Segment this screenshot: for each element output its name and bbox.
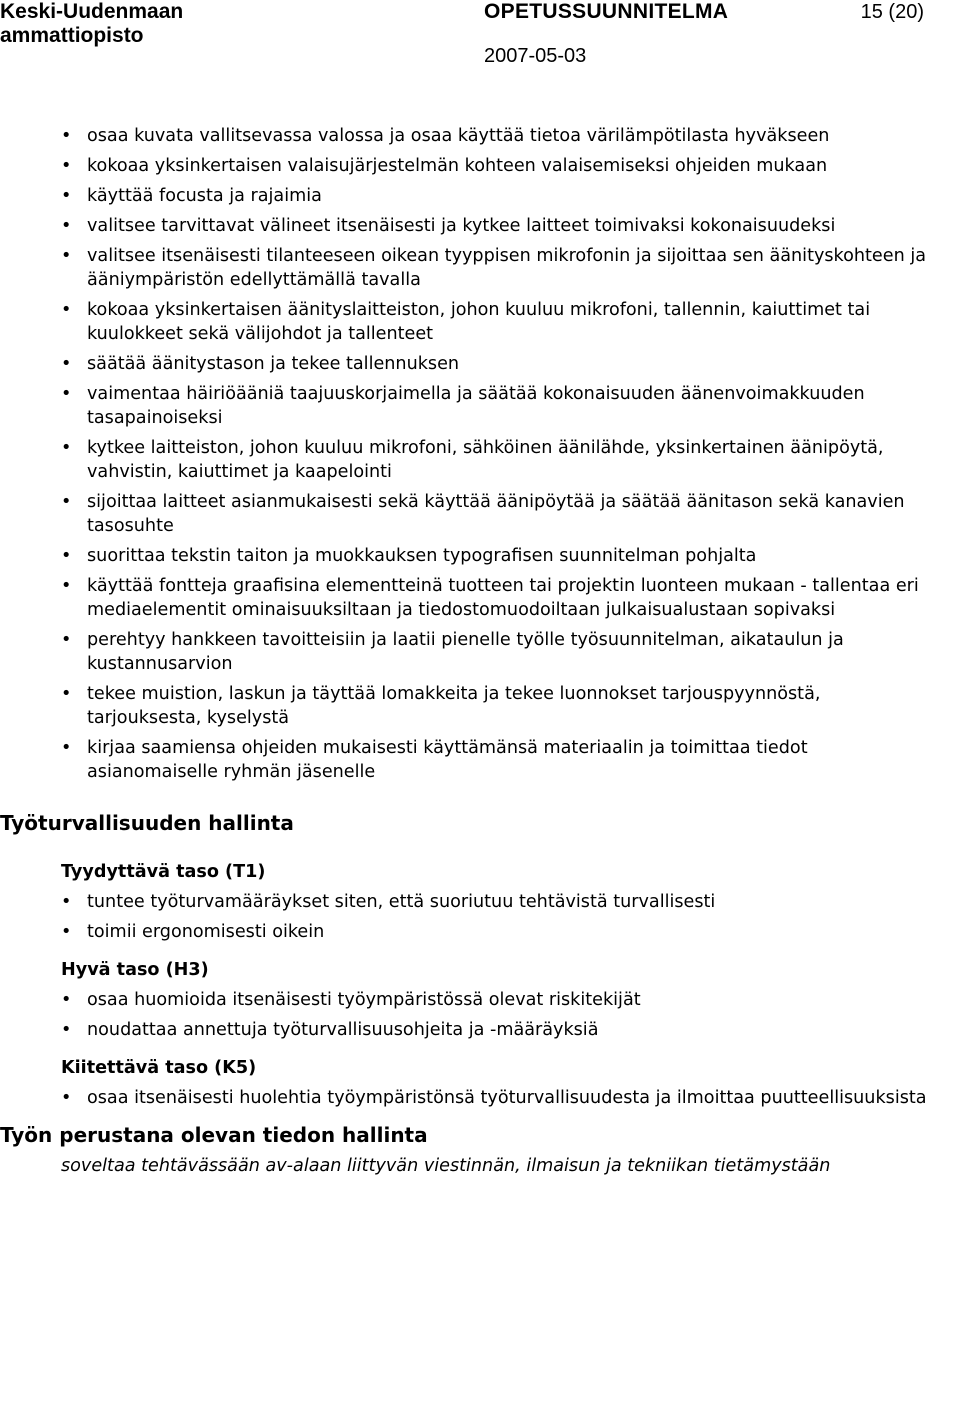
k5-list — [0, 1086, 960, 1110]
list-item: • kokoaa yksinkertaisen äänityslaitteiston, johon kuuluu mikrofoni, tallennin, kaiuttimet tai kuulokkeet sekä välijohdot ja tallenteet — [0, 298, 960, 346]
document-date: 2007-05-03 — [484, 45, 587, 67]
list-item: • vaimentaa häiriöääniä taajuuskorjaimella ja säätää kokonaisuuden äänenvoimakkuuden tasapainoiseksi — [0, 382, 960, 430]
list-item: • suorittaa tekstin taiton ja muokkauksen typografisen suunnitelman pohjalta — [0, 544, 960, 568]
document-title: OPETUSSUUNNITELMA — [484, 0, 729, 23]
organization-name-line1: Keski-Uudenmaan — [0, 0, 184, 23]
h3-list — [0, 988, 960, 1042]
list-item: • säätää äänitystason ja tekee tallennuksen — [0, 352, 960, 376]
section-heading-knowledge: Työn perustana olevan tiedon hallinta — [0, 1123, 428, 1147]
list-item: • sijoittaa laitteet asianmukaisesti sekä käyttää äänipöytää ja säätää äänitason sekä kanavien tasosuhte — [0, 490, 960, 538]
list-item: • tuntee työturvamääräykset siten, että suoriutuu tehtävistä turvallisesti — [0, 890, 960, 914]
organization-name — [0, 0, 183, 48]
level-heading-t1: Tyydyttävä taso (T1) — [61, 862, 266, 882]
organization-name-line2: ammattiopisto — [0, 24, 144, 47]
list-item: • osaa huomioida itsenäisesti työympäristössä olevat riskitekijät — [0, 988, 960, 1012]
section-heading-safety: Työturvallisuuden hallinta — [0, 811, 294, 835]
page-number: 15 (20) — [860, 1, 924, 23]
list-item: • kirjaa saamiensa ohjeiden mukaisesti käyttämänsä materiaalin ja toimittaa tiedot asianomaiselle ryhmän jäsenelle — [0, 736, 960, 784]
list-item: • valitsee itsenäisesti tilanteeseen oikean tyyppisen mikrofonin ja sijoittaa sen äänityskohteen ja ääniympäristön edellyttämällä tavalla — [0, 244, 960, 292]
page-header — [0, 0, 960, 82]
document-body — [0, 120, 960, 1178]
list-item: • kokoaa yksinkertaisen valaisujärjestelmän kohteen valaisemiseksi ohjeiden mukaan — [0, 154, 960, 178]
list-item: • noudattaa annettuja työturvallisuusohjeita ja -määräyksiä — [0, 1018, 960, 1042]
list-item: • kytkee laitteiston, johon kuuluu mikrofoni, sähköinen äänilähde, yksinkertainen äänipöytä, vahvistin, kaiuttimet ja kaapelointi — [0, 436, 960, 484]
knowledge-text: soveltaa tehtävässään av-alaan liittyvän viestinnän, ilmaisun ja tekniikan tietämystään — [61, 1156, 831, 1176]
list-item: • perehtyy hankkeen tavoitteisiin ja laatii pienelle työlle työsuunnitelman, aikataulun ja kustannusarvion — [0, 628, 960, 676]
list-item: • käyttää fontteja graafisina elementteinä tuotteen tai projektin luonteen mukaan - tallentaa eri mediaelementit ominaisuuksiltaan ja tiedostomuodoiltaan julkaisualustaan sopivaksi — [0, 574, 960, 622]
list-item: • osaa itsenäisesti huolehtia työympäristönsä työturvallisuudesta ja ilmoittaa puutteellisuuksista — [0, 1086, 960, 1110]
list-item: • osaa kuvata vallitsevassa valossa ja osaa käyttää tietoa värilämpötilasta hyväkseen — [0, 124, 960, 148]
level-heading-h3: Hyvä taso (H3) — [61, 960, 209, 980]
list-item: • tekee muistion, laskun ja täyttää lomakkeita ja tekee luonnokset tarjouspyynnöstä, tarjouksesta, kyselystä — [0, 682, 960, 730]
list-item: • toimii ergonomisesti oikein — [0, 920, 960, 944]
list-item: • käyttää focusta ja rajaimia — [0, 184, 960, 208]
level-heading-k5: Kiitettävä taso (K5) — [61, 1058, 257, 1078]
t1-list — [0, 890, 960, 944]
skills-list — [0, 124, 960, 784]
list-item: • valitsee tarvittavat välineet itsenäisesti ja kytkee laitteet toimivaksi kokonaisuudeksi — [0, 214, 960, 238]
